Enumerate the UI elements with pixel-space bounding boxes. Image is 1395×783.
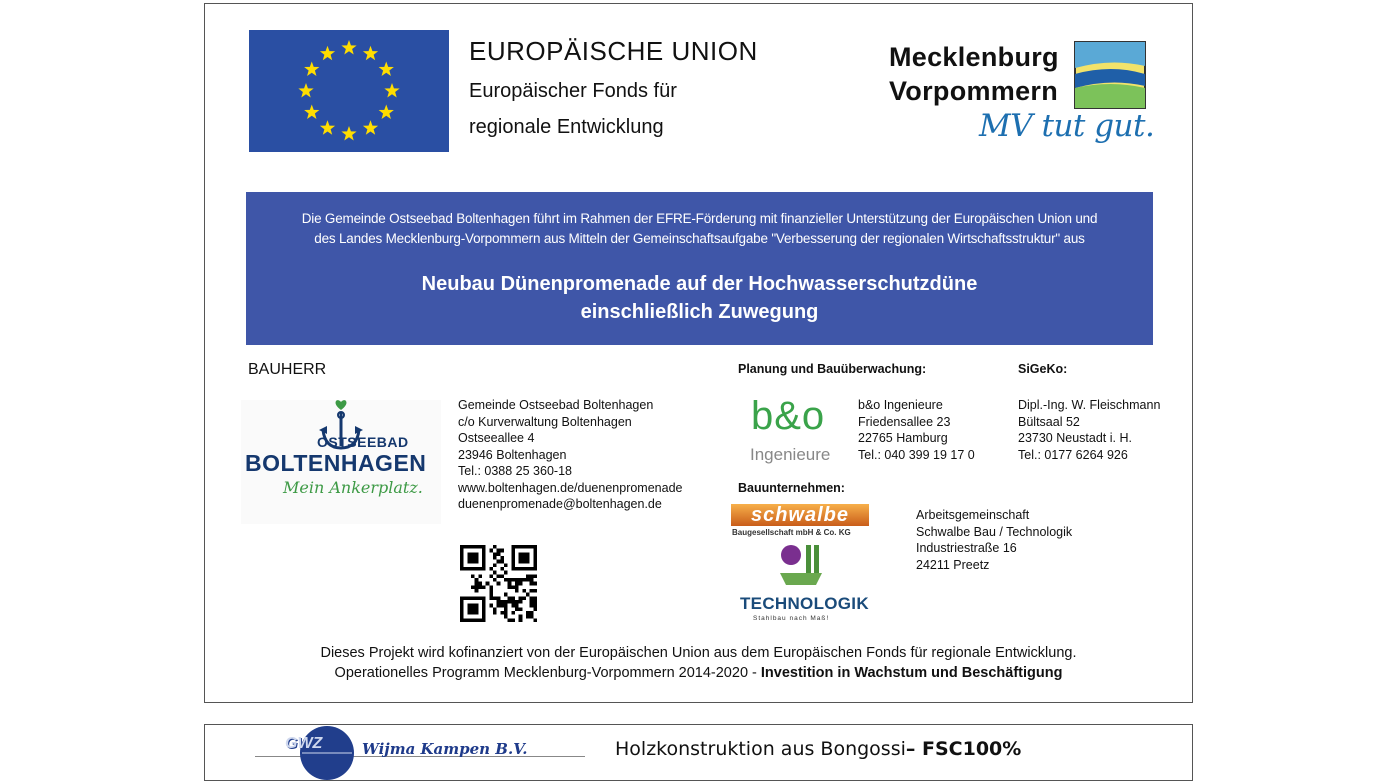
address-line: 24211 Preetz bbox=[916, 557, 990, 572]
phone-line: Tel.: 0388 25 360-18 bbox=[458, 464, 572, 478]
planung-label: Planung und Bauüberwachung: bbox=[738, 362, 927, 376]
boltenhagen-name: BOLTENHAGEN bbox=[245, 450, 427, 476]
planung-address bbox=[858, 397, 975, 463]
footer-line2-prefix: Operationelles Programm Mecklenburg-Vorpommern 2014-2020 - bbox=[334, 665, 761, 681]
wijma-company: Wijma Kampen B.V. bbox=[362, 740, 528, 758]
address-line: Bültsaal 52 bbox=[1018, 414, 1080, 429]
bauunternehmen-label: Bauunternehmen: bbox=[738, 481, 845, 495]
star-icon bbox=[304, 62, 319, 76]
boltenhagen-slogan: Mein Ankerplatz. bbox=[283, 478, 423, 497]
bauherr-address bbox=[458, 397, 682, 513]
schwalbe-logo: schwalbe bbox=[731, 504, 869, 526]
address-line: 23946 Boltenhagen bbox=[458, 447, 567, 462]
phone-line: Tel.: 040 399 19 17 0 bbox=[858, 447, 975, 462]
address-line: 23730 Neustadt i. H. bbox=[1018, 431, 1132, 445]
star-icon bbox=[363, 120, 378, 134]
bauherr-label: BAUHERR bbox=[248, 361, 327, 378]
website-link[interactable]: www.boltenhagen.de/duenenpromenade bbox=[458, 480, 683, 495]
band-intro-line1: Die Gemeinde Ostseebad Boltenhagen führt im Rahmen der EFRE-Förderung mit finanzieller Unterstützung der Europäischen Union und bbox=[301, 211, 1098, 226]
footer-line1: Dieses Projekt wird kofinanziert von der Europäischen Union aus dem Europäischen Fonds für regionale Entwicklung. bbox=[320, 645, 1077, 661]
star-icon bbox=[320, 46, 335, 60]
star-icon bbox=[320, 120, 335, 134]
project-title-line1: Neubau Dünenpromenade auf der Hochwasserschutzdüne bbox=[421, 273, 978, 295]
address-line: c/o Kurverwaltung Boltenhagen bbox=[458, 414, 632, 429]
address-line: Dipl.-Ing. W. Fleischmann bbox=[1018, 398, 1161, 412]
address-line: Ostseeallee 4 bbox=[458, 431, 535, 445]
technologik-mark-icon bbox=[778, 543, 826, 587]
footer-line2 bbox=[205, 665, 1192, 681]
email-link[interactable]: duenenpromenade@boltenhagen.de bbox=[458, 497, 662, 511]
mv-landscape-icon bbox=[1071, 38, 1149, 112]
address-line: b&o Ingenieure bbox=[858, 398, 943, 412]
star-icon bbox=[363, 46, 378, 60]
eu-subtitle-line2: regionale Entwicklung bbox=[469, 116, 664, 138]
timber-text bbox=[615, 738, 1021, 760]
qr-code-icon[interactable] bbox=[460, 545, 537, 622]
star-icon bbox=[341, 40, 356, 54]
star-icon bbox=[304, 105, 319, 119]
star-icon bbox=[298, 83, 313, 97]
technologik-logo: TECHNOLOGIK bbox=[740, 594, 869, 613]
schwalbe-sub: Baugesellschaft mbH & Co. KG bbox=[732, 528, 851, 537]
star-icon bbox=[384, 83, 399, 97]
bauunternehmen-address bbox=[916, 507, 1072, 573]
boltenhagen-ostseebad: OSTSEEBAD bbox=[317, 434, 409, 450]
timber-text-prefix: Holzkonstruktion aus Bongossi bbox=[615, 738, 906, 760]
mv-name-line1: Mecklenburg bbox=[889, 42, 1059, 72]
technologik-sub: Stahlbau nach Maß! bbox=[753, 615, 830, 622]
sigeko-address bbox=[1018, 397, 1160, 463]
mv-slogan: MV tut gut. bbox=[979, 108, 1155, 144]
globe-icon bbox=[300, 725, 355, 781]
bo-logo-sub: Ingenieure bbox=[750, 445, 831, 464]
project-title bbox=[246, 270, 1153, 326]
timber-strip bbox=[204, 724, 1193, 781]
project-band bbox=[246, 192, 1153, 345]
project-sign bbox=[204, 3, 1193, 703]
timber-text-bold: – FSC100% bbox=[905, 738, 1022, 760]
band-intro-line2: des Landes Mecklenburg-Vorpommern aus Mitteln der Gemeinschaftsaufgabe "Verbesserung der regionalen Wirtschaftsstruktur" aus bbox=[314, 231, 1085, 246]
address-line: Arbeitsgemeinschaft bbox=[916, 508, 1030, 522]
star-icon bbox=[379, 105, 394, 119]
bo-logo: b&o bbox=[751, 394, 826, 438]
mv-name-line2: Vorpommern bbox=[889, 76, 1059, 106]
address-line: Gemeinde Ostseebad Boltenhagen bbox=[458, 398, 654, 412]
phone-line: Tel.: 0177 6264 926 bbox=[1018, 447, 1128, 462]
address-line: Friedensallee 23 bbox=[858, 414, 951, 429]
eu-title: EUROPÄISCHE UNION bbox=[469, 36, 758, 66]
project-title-line2: einschließlich Zuwegung bbox=[580, 301, 819, 323]
gwz-logo: GWZ bbox=[285, 735, 323, 752]
band-intro bbox=[246, 209, 1153, 249]
address-line: Industriestraße 16 bbox=[916, 541, 1017, 555]
eu-flag-icon bbox=[249, 30, 449, 152]
sigeko-label: SiGeKo: bbox=[1018, 362, 1068, 376]
footer-line2-bold: Investition in Wachstum und Beschäftigung bbox=[760, 665, 1063, 681]
address-line: 22765 Hamburg bbox=[858, 431, 948, 445]
star-icon bbox=[379, 62, 394, 76]
address-line: Schwalbe Bau / Technologik bbox=[916, 524, 1073, 539]
eu-subtitle-line1: Europäischer Fonds für bbox=[469, 80, 677, 102]
star-icon bbox=[341, 126, 356, 140]
